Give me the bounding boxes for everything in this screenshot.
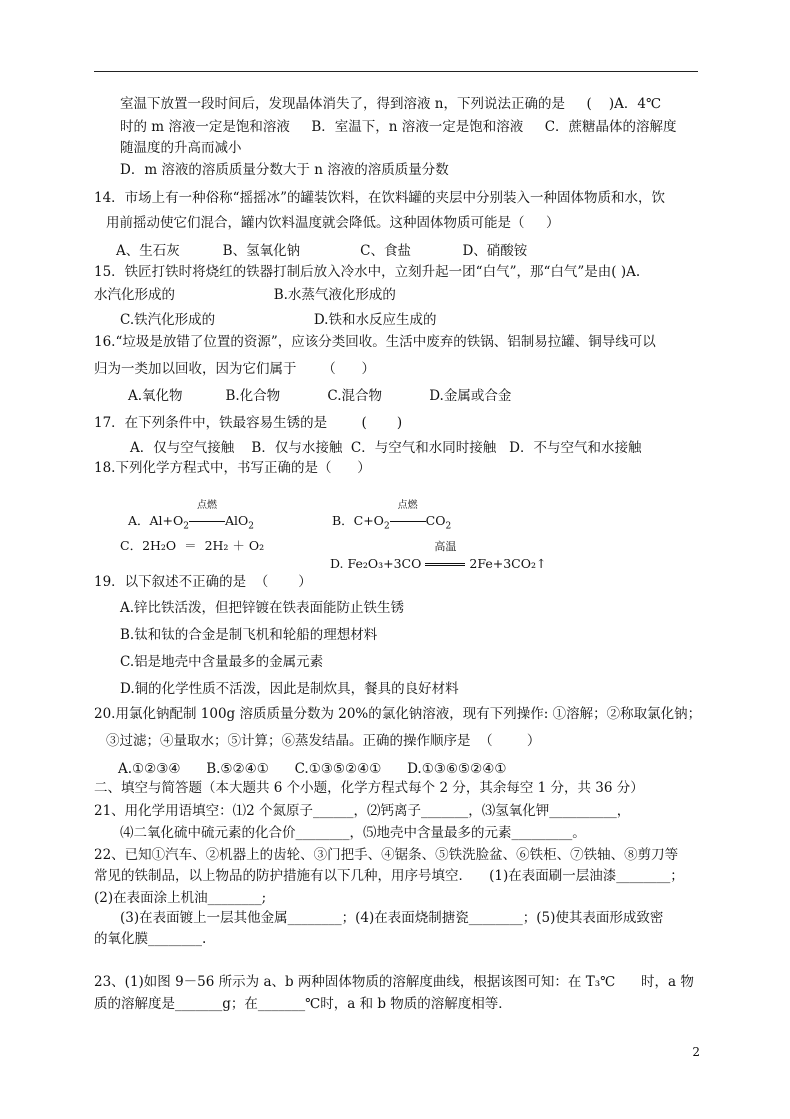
- text-line: 22、已知①汽车、②机器上的齿轮、③门把手、④锯条、⑤铁洗脸盆、⑥铁柜、⑦铁轴、⑧剪刀等: [94, 847, 679, 863]
- page-number: 2: [692, 1045, 700, 1059]
- text-line: 20.用氯化钠配制 100g 溶质质量分数为 20%的氯化钠溶液，现有下列操作: ①溶解；②称取氯化钠；: [94, 706, 702, 722]
- equation-option-b: B．$C+O_2$ 点燃 $CO_2$: [331, 500, 452, 532]
- text-line: (3)在表面镀上一层其他金属________；(4)在表面烧制搪瓷________；(5)使其表面形成致密: [120, 910, 664, 926]
- text-line: 16.“垃圾是放错了位置的资源”，应该分类回收。生活中废弃的铁锅、铝制易拉罐、铜导线可以: [94, 334, 656, 350]
- equation-option-d: D. Fe₂O₃+3CO 高温 2Fe+3CO₂↑: [329, 540, 547, 571]
- text-line: 23、(1)如图 9－56 所示为 a、b 两种固体物质的溶解度曲线，根据该图可知：在 T₃℃ 时，a 物: [94, 974, 694, 990]
- text-line: 21、用化学用语填空：⑴2 个氮原子______，⑵钙离子_______，⑶氢氧化钾__________，: [94, 803, 631, 819]
- text-line: 19．以下叙述不正确的是 （ ）: [94, 574, 312, 590]
- text-line: 用前摇动使它们混合，罐内饮料温度就会降低。这种固体物质可能是（ ）: [106, 215, 560, 231]
- equation-option-a: A．$Al+O_2$ 点燃 AlO$_2$: [127, 500, 254, 532]
- text-line: 时的 m 溶液一定是饱和溶液 B．室温下，n 溶液一定是饱和溶液 C．蔗糖晶体的溶解度: [120, 119, 677, 135]
- text-line: D.铜的化学性质不活泼，因此是制炊具，餐具的良好材料: [120, 681, 459, 697]
- text-line: B.钛和钛的合金是制飞机和轮船的理想材料: [120, 627, 378, 643]
- text-line: 归为一类加以回收，因为它们属于 （ ）: [94, 361, 375, 377]
- text-line: 常见的铁制品，以上物品的防护措施有以下几种，用序号填空． (1)在表面刷一层油漆________；: [94, 868, 684, 884]
- text-line: D．m 溶液的溶质质量分数大于 n 溶液的溶质质量分数: [120, 162, 449, 178]
- text-line: 的氧化膜________.: [94, 931, 207, 947]
- text-line: 随温度的升高而减小: [120, 140, 242, 156]
- header-rule: [94, 71, 698, 72]
- text-line: A.锌比铁活泼，但把锌镀在铁表面能防止铁生锈: [120, 600, 405, 616]
- text-line: 质的溶解度是_______g；在_______℃时，a 和 b 物质的溶解度相等．: [94, 996, 512, 1012]
- text-line: C.铝是地壳中含量最多的金属元素: [120, 654, 324, 670]
- text-line: 18.下列化学方程式中，书写正确的是（ ）: [94, 460, 371, 476]
- text-line: A.①②③④ B.⑤②④① C.①③⑤②④① D.①③⑥⑤②④①: [118, 761, 507, 777]
- text-line: A．仅与空气接触 B．仅与水接触 C．与空气和水同时接触 D．不与空气和水接触: [130, 440, 642, 456]
- text-line: ⑷二氧化硫中硫元素的化合价________，⑸地壳中含量最多的元素_________。: [120, 825, 586, 841]
- text-line: A.氧化物 B.化合物 C.混合物 D.金属或合金: [128, 388, 512, 404]
- text-line: (2)在表面涂上机油________;: [94, 890, 267, 906]
- text-line: 水汽化形成的 B.水蒸气液化形成的: [94, 287, 396, 303]
- text-line: ③过滤；④量取水；⑤计算；⑥蒸发结晶。正确的操作顺序是 （ ）: [106, 733, 541, 749]
- text-line: 14．市场上有一种俗称“摇摇冰”的罐装饮料，在饮料罐的夹层中分别装入一种固体物质和水，饮: [94, 190, 665, 206]
- text-line: C.铁汽化形成的 D.铁和水反应生成的: [120, 312, 437, 328]
- text-line: 17．在下列条件中，铁最容易生锈的是 ( ): [94, 415, 403, 431]
- text-line: A、生石灰 B、氢氧化钠 C、食盐 D、硝酸铵: [116, 243, 528, 259]
- equation-option-c: C．2H₂O ＝ 2H₂ ＋ O₂: [120, 538, 265, 553]
- text-line: 15．铁匠打铁时将烧红的铁器打制后放入冷水中，立刻升起一团“白气”，那“白气”是由( )A.: [94, 264, 641, 280]
- text-line: 二、填空与简答题（本大题共 6 个小题，化学方程式每个 2 分，其余每空 1 分，共 36 分）: [94, 780, 644, 796]
- text-line: 室温下放置一段时间后，发现晶体消失了，得到溶液 n，下列说法正确的是 ( )A．4℃: [120, 96, 662, 112]
